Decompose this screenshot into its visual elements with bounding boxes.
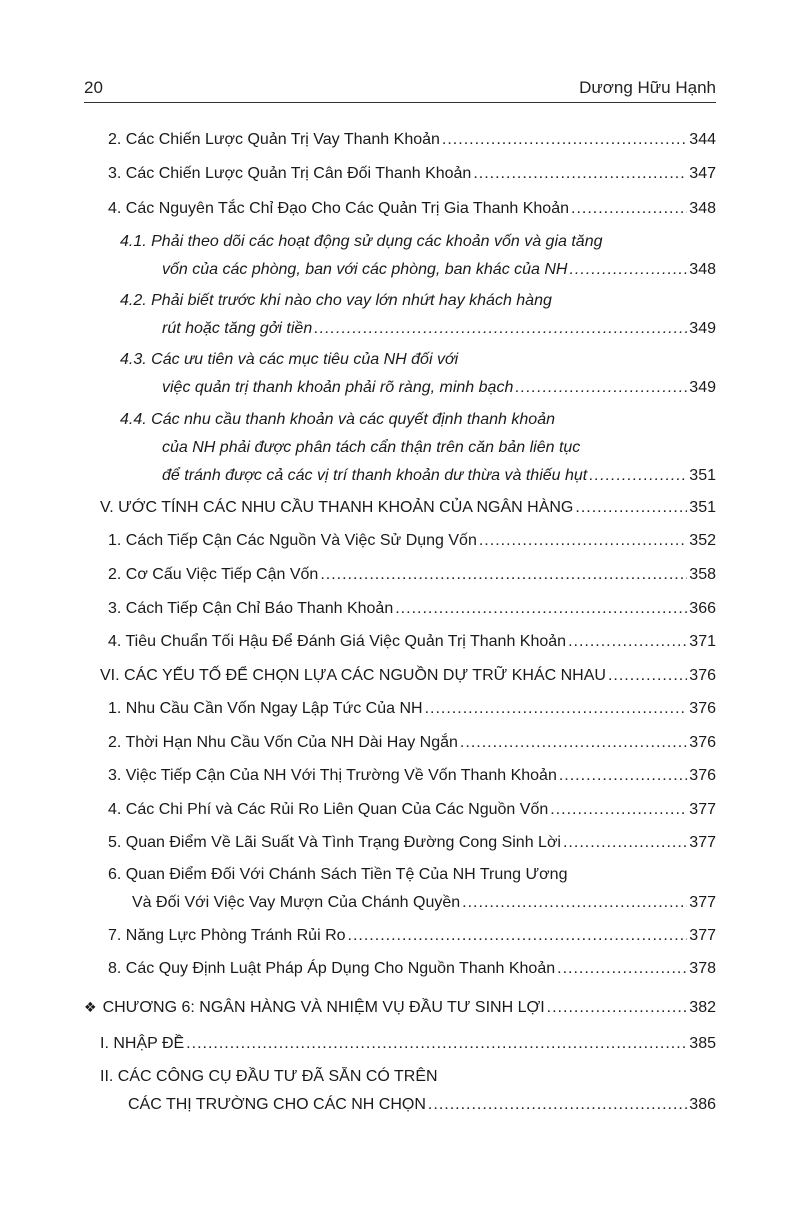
leader-dots bbox=[575, 498, 687, 518]
leader-dots bbox=[425, 699, 688, 719]
toc-page: 377 bbox=[689, 801, 716, 818]
leader-dots bbox=[557, 959, 687, 979]
leader-dots bbox=[442, 130, 687, 150]
leader-dots bbox=[462, 893, 687, 913]
toc-entry: 4.3. Các ưu tiên và các mục tiêu của NH đối với việc quản trị thanh khoản phải rõ ràng, minh bạch ..... 349 bbox=[120, 350, 716, 398]
toc-page: 352 bbox=[689, 532, 716, 549]
toc-page: 376 bbox=[689, 667, 716, 684]
toc-page: 376 bbox=[689, 767, 716, 784]
toc-page: 348 bbox=[689, 200, 716, 217]
toc-page: 351 bbox=[689, 499, 716, 516]
toc-entry: 4. Các Nguyên Tắc Chỉ Đạo Cho Các Quản Trị Gia Thanh Khoản ..... 348 bbox=[108, 199, 716, 219]
toc-entry: 1. Nhu Cầu Cần Vốn Ngay Lập Tức Của NH ..... 376 bbox=[108, 699, 716, 719]
leader-dots bbox=[550, 800, 687, 820]
toc-page: 386 bbox=[689, 1096, 716, 1113]
toc-entry: 2. Thời Hạn Nhu Cầu Vốn Của NH Dài Hay Ngắn ..... 376 bbox=[108, 733, 716, 753]
leader-dots bbox=[571, 199, 687, 219]
toc-page: 382 bbox=[689, 999, 716, 1016]
toc-entry: 2. Cơ Cấu Việc Tiếp Cận Vốn ..... 358 bbox=[108, 565, 716, 585]
toc-page: 378 bbox=[689, 960, 716, 977]
leader-dots bbox=[589, 466, 687, 486]
toc-page: 351 bbox=[689, 467, 716, 484]
toc-entry: 4.1. Phải theo dõi các hoạt động sử dụng các khoản vốn và gia tăng vốn của các phòng, ban với các phòng, ban khác của NH ..... 348 bbox=[120, 232, 716, 280]
toc-entry: I. NHẬP ĐỀ ..... 385 bbox=[100, 1034, 716, 1054]
leader-dots bbox=[186, 1034, 687, 1054]
toc-entry: V. ƯỚC TÍNH CÁC NHU CẦU THANH KHOẢN CỦA NGÂN HÀNG ..... 351 bbox=[100, 498, 716, 518]
leader-dots bbox=[569, 260, 687, 280]
leader-dots bbox=[348, 926, 688, 946]
leader-dots bbox=[460, 733, 687, 753]
leader-dots bbox=[320, 565, 687, 585]
leader-dots bbox=[547, 998, 688, 1018]
toc-page: 348 bbox=[689, 261, 716, 278]
leader-dots bbox=[479, 531, 687, 551]
toc-page: 376 bbox=[689, 734, 716, 751]
toc-page: 366 bbox=[689, 600, 716, 617]
page-number: 20 bbox=[84, 78, 103, 97]
toc-page: 347 bbox=[689, 165, 716, 182]
toc-entry: 5. Quan Điểm Về Lãi Suất Và Tình Trạng Đường Cong Sinh Lời ..... 377 bbox=[108, 833, 716, 853]
header-rule bbox=[84, 102, 716, 103]
toc-entry: II. CÁC CÔNG CỤ ĐẦU TƯ ĐÃ SẴN CÓ TRÊN CÁC THỊ TRƯỜNG CHO CÁC NH CHỌN ..... 386 bbox=[100, 1067, 716, 1115]
toc-page: 344 bbox=[689, 131, 716, 148]
running-header bbox=[84, 72, 716, 100]
toc-entry: 8. Các Quy Định Luật Pháp Áp Dụng Cho Nguồn Thanh Khoản ..... 378 bbox=[108, 959, 716, 979]
leader-dots bbox=[608, 666, 687, 686]
toc-page: 358 bbox=[689, 566, 716, 583]
leader-dots bbox=[568, 632, 687, 652]
diamond-bullet-icon: ❖ bbox=[84, 999, 97, 1015]
toc-entry: 3. Việc Tiếp Cận Của NH Với Thị Trường Về Vốn Thanh Khoản ..... 376 bbox=[108, 766, 716, 786]
toc-entry: 2. Các Chiến Lược Quản Trị Vay Thanh Khoản ..... 344 bbox=[108, 130, 716, 150]
toc-page: 377 bbox=[689, 927, 716, 944]
toc-page: 371 bbox=[689, 633, 716, 650]
leader-dots bbox=[515, 378, 687, 398]
toc-entry: 1. Cách Tiếp Cận Các Nguồn Và Việc Sử Dụng Vốn ..... 352 bbox=[108, 531, 716, 551]
toc-page: 385 bbox=[689, 1035, 716, 1052]
toc-entry: 3. Cách Tiếp Cận Chỉ Báo Thanh Khoản ..... 366 bbox=[108, 599, 716, 619]
toc-page: 349 bbox=[689, 379, 716, 396]
toc-entry: 4. Tiêu Chuẩn Tối Hậu Để Đánh Giá Việc Quản Trị Thanh Khoản ..... 371 bbox=[108, 632, 716, 652]
toc-entry-chapter: ❖ CHƯƠNG 6: NGÂN HÀNG VÀ NHIỆM VỤ ĐẦU TƯ SINH LỢI ..... 382 bbox=[84, 997, 716, 1018]
leader-dots bbox=[563, 833, 687, 853]
toc-page: 377 bbox=[689, 834, 716, 851]
author-name: Dương Hữu Hạnh bbox=[579, 78, 716, 97]
leader-dots bbox=[395, 599, 687, 619]
leader-dots bbox=[428, 1095, 687, 1115]
toc-entry: 4.2. Phải biết trước khi nào cho vay lớn nhứt hay khách hàng rút hoặc tăng gởi tiền ..... 349 bbox=[120, 291, 716, 339]
toc-page: 376 bbox=[689, 700, 716, 717]
toc-entry: 6. Quan Điểm Đối Với Chánh Sách Tiền Tệ Của NH Trung Ương Và Đối Với Việc Vay Mượn Của Chánh Quyền ..... 377 bbox=[108, 865, 716, 913]
leader-dots bbox=[473, 164, 687, 184]
toc-entry: 4. Các Chi Phí và Các Rủi Ro Liên Quan Của Các Nguồn Vốn ..... 377 bbox=[108, 800, 716, 820]
toc-entry: 4.4. Các nhu cầu thanh khoản và các quyết định thanh khoản của NH phải được phân tách cẩn thận trên căn bản liên tục để tránh được cả các vị trí thanh khoản dư thừa và thiếu hụt ..... 351 bbox=[120, 410, 716, 486]
toc-entry: VI. CÁC YẾU TỐ ĐỂ CHỌN LỰA CÁC NGUỒN DỰ TRỮ KHÁC NHAU ..... 376 bbox=[100, 666, 716, 686]
toc-entry: 3. Các Chiến Lược Quản Trị Cân Đối Thanh Khoản ..... 347 bbox=[108, 164, 716, 184]
leader-dots bbox=[314, 319, 687, 339]
toc-entry: 7. Năng Lực Phòng Tránh Rủi Ro ..... 377 bbox=[108, 926, 716, 946]
leader-dots bbox=[559, 766, 687, 786]
toc-page: 349 bbox=[689, 320, 716, 337]
toc-page: 377 bbox=[689, 894, 716, 911]
